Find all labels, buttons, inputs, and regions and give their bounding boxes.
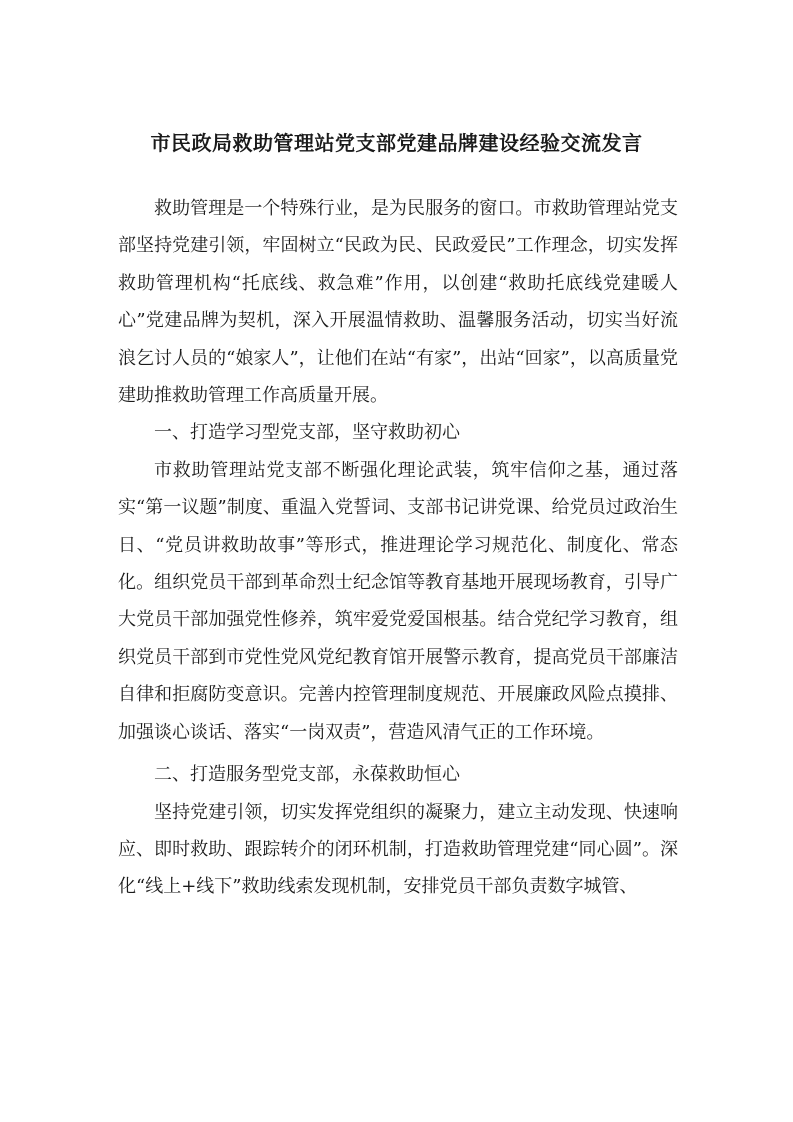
intro-paragraph: 救助管理是一个特殊行业，是为民服务的窗口。市救助管理站党支部坚持党建引领，牢固树立“民政为民、民政爱民”工作理念，切实发挥救助管理机构“托底线、救急难”作用，以创建“救助托底线党建暖人心”党建品牌为契机，深入开展温情救助、温馨服务活动，切实当好流浪乞讨人员的“娘家人”，让他们在站“有家”，出站“回家”，以高质量党建助推救助管理工作高质量开展。 [118,198,678,407]
section-heading-1: 一、打造学习型党支部，坚守救助初心 [154,422,460,444]
section-heading-2: 二、打造服务型党支部，永葆救助恒心 [154,764,460,786]
document-body [118,190,678,906]
document-title: 市民政局救助管理站党支部党建品牌建设经验交流发言 [150,131,643,155]
section-1-paragraph: 市救助管理站党支部不断强化理论武装，筑牢信仰之基，通过落实“第一议题”制度、重温入党誓词、支部书记讲党课、给党员过政治生日、“党员讲救助故事”等形式，推进理论学习规范化、制度化、常态化。组织党员干部到革命烈士纪念馆等教育基地开展现场教育，引导广大党员干部加强党性修养，筑牢爱党爱国根基。结合党纪学习教育，组织党员干部到市党性党风党纪教育馆开展警示教育，提高党员干部廉洁自律和拒腐防变意识。完善内控管理制度规范、开展廉政风险点摸排、加强谈心谈话、落实“一岗双责”，营造风清气正的工作环境。 [118,459,678,743]
section-2-paragraph: 坚持党建引领，切实发挥党组织的凝聚力，建立主动发现、快速响应、即时救助、跟踪转介的闭环机制，打造救助管理党建“同心圆”。深化“线上+线下”救助线索发现机制，安排党员干部负责数字城管、 [118,801,678,898]
